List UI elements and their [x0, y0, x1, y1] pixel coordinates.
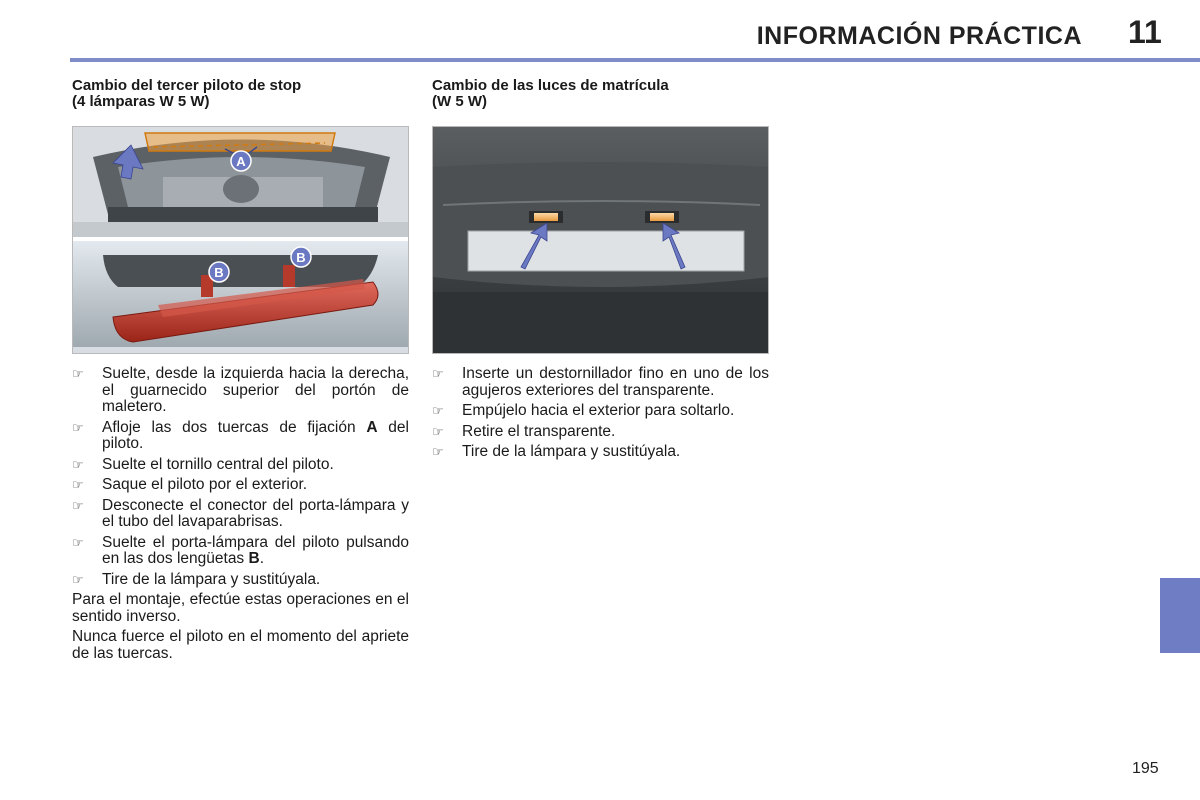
right-title-line1: Cambio de las luces de matrícula	[432, 77, 669, 94]
marker-b-left-label: B	[214, 265, 224, 280]
list-item: ☞ Suelte, desde la izquierda hacia la derecha, el guarnecido superior del portón de maletero.	[72, 365, 409, 415]
list-item: ☞ Inserte un destornillador fino en uno de los agujeros exteriores del transparente.	[432, 365, 769, 399]
license-plate-light-svg	[433, 127, 769, 354]
license-plate-light-illustration	[432, 126, 769, 354]
upper-trim-highlight	[145, 133, 335, 151]
pointing-hand-icon: ☞	[72, 477, 84, 492]
pointing-hand-icon: ☞	[72, 419, 84, 435]
pointing-hand-icon: ☞	[72, 571, 84, 587]
pointing-hand-icon: ☞	[72, 534, 84, 550]
pointing-hand-icon: ☞	[72, 456, 84, 472]
list-item: ☞ Empújelo hacia el exterior para soltarlo.	[432, 402, 735, 419]
list-item: ☞ Suelte el tornillo central del piloto.	[72, 455, 334, 473]
warning-note: Nunca fuerce el piloto en el momento del apriete de las tuercas.	[72, 628, 409, 662]
left-title-line1: Cambio del tercer piloto de stop	[72, 77, 302, 94]
pointing-hand-icon: ☞	[432, 366, 444, 381]
reassembly-note: Para el montaje, efectúe estas operaciones en el sentido inverso.	[72, 591, 409, 625]
right-section-title	[432, 78, 769, 118]
list-item: ☞ Tire de la lámpara y sustitúyala.	[432, 443, 681, 460]
pointing-hand-icon: ☞	[432, 444, 444, 459]
license-plate	[468, 231, 744, 271]
page-number: 195	[1132, 760, 1159, 777]
left-steps-list	[72, 366, 409, 588]
section-title: INFORMACIÓN PRÁCTICA	[756, 22, 1082, 50]
header-rule	[70, 58, 1200, 62]
list-item: ☞ Saque el piloto por el exterior.	[72, 476, 308, 493]
pointing-hand-icon: ☞	[432, 403, 444, 418]
chapter-tab	[1160, 578, 1200, 653]
pointing-hand-icon: ☞	[72, 366, 84, 381]
third-brake-light-svg	[73, 127, 409, 354]
list-item: ☞ Afloje las dos tuercas de fijación A del piloto.	[72, 418, 409, 452]
list-item: ☞ Tire de la lámpara y sustitúyala.	[72, 570, 321, 588]
pointing-hand-icon: ☞	[432, 423, 444, 439]
list-item: ☞ Retire el transparente.	[432, 422, 616, 440]
right-column	[432, 78, 769, 465]
left-column	[72, 78, 409, 666]
marker-a-label: A	[236, 154, 246, 169]
third-brake-light-illustration	[72, 126, 409, 354]
marker-b-right-label: B	[296, 250, 306, 265]
right-title-line2: (W 5 W)	[432, 93, 487, 110]
chapter-number: 11	[1128, 14, 1162, 50]
list-item: ☞ Desconecte el conector del porta-lámpara y el tubo del lavaparabrisas.	[72, 496, 409, 530]
pointing-hand-icon: ☞	[72, 497, 84, 513]
left-title-line2: (4 lámparas W 5 W)	[72, 93, 210, 110]
list-item: ☞ Suelte el porta-lámpara del piloto pulsando en las dos lengüetas B.	[72, 533, 409, 567]
right-steps-list	[432, 366, 769, 461]
left-section-title	[72, 78, 409, 118]
